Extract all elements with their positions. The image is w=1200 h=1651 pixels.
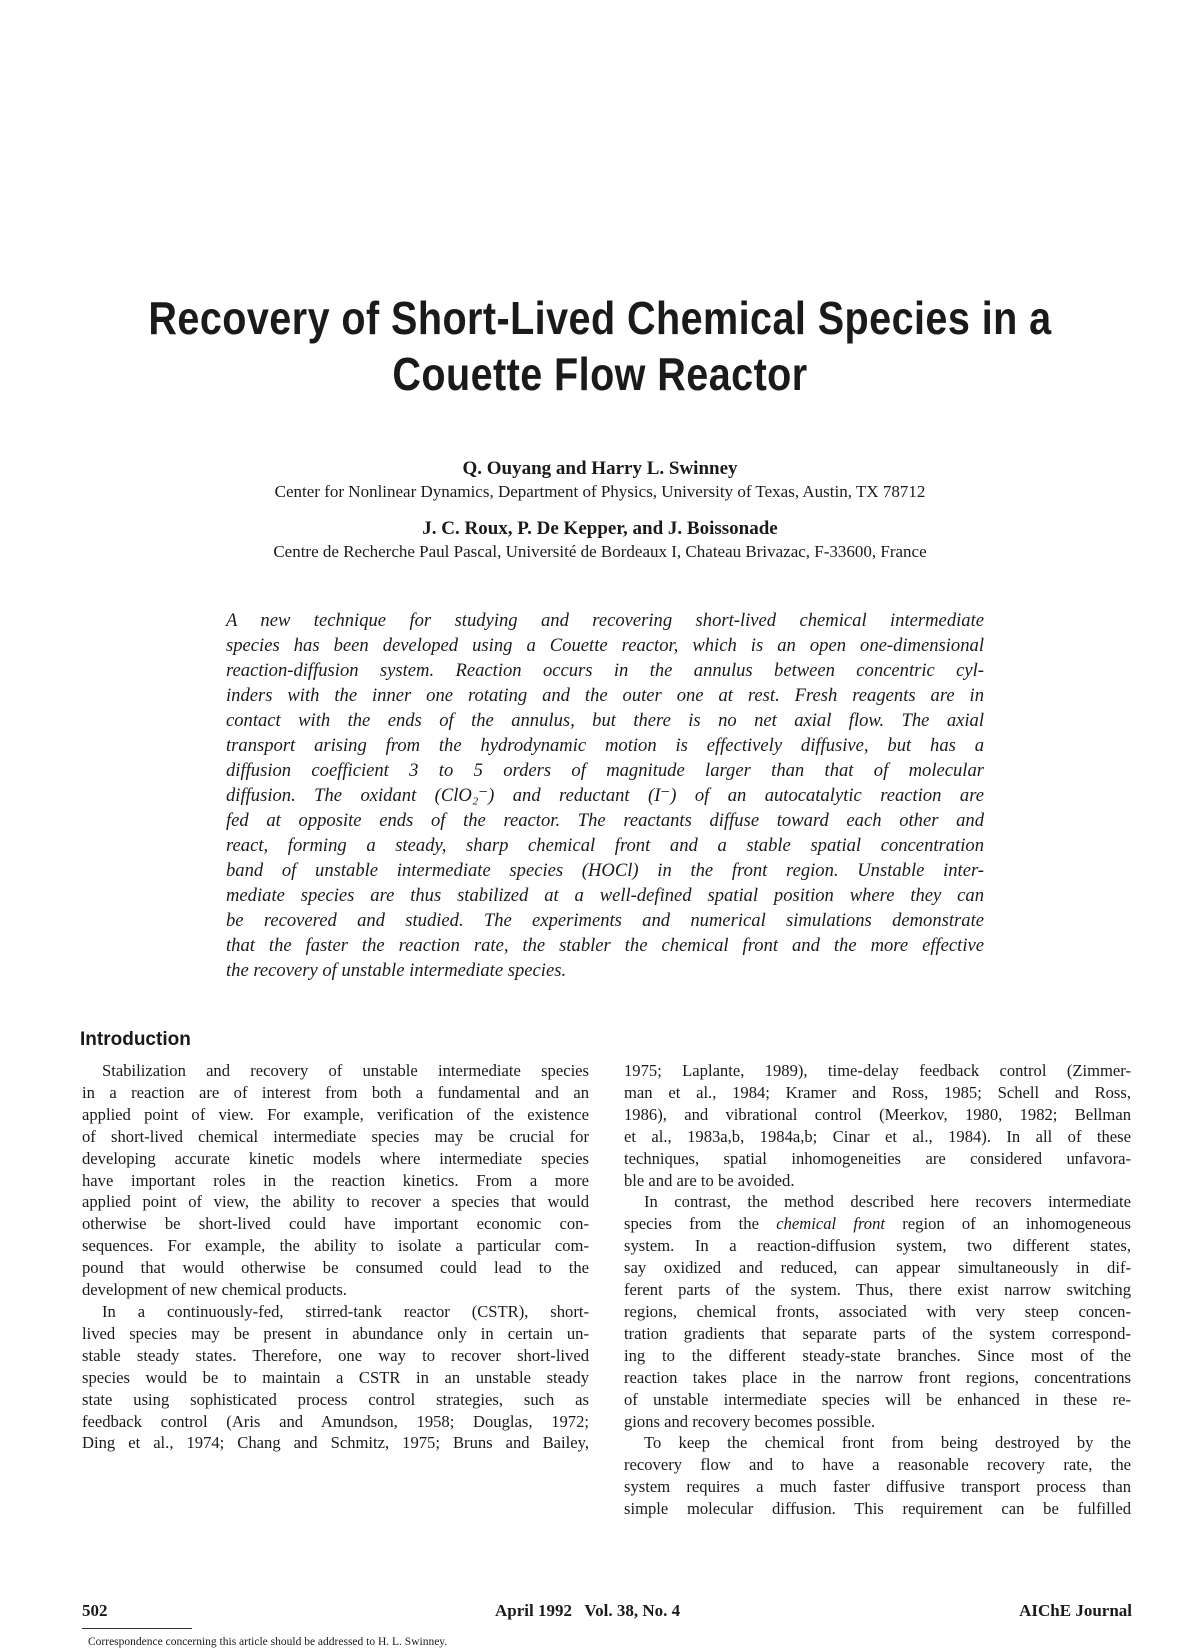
body-line: gions and recovery becomes possible. bbox=[624, 1411, 876, 1431]
body-line: otherwise be short-lived could have important economic con- bbox=[82, 1214, 589, 1234]
body-line: say oxidized and reduced, can appear simultaneously in dif- bbox=[624, 1258, 1131, 1278]
body-line: developing accurate kinetic models where intermediate species bbox=[82, 1148, 589, 1168]
emphasis: chemical front bbox=[776, 1214, 886, 1234]
body-line: 1975; Laplante, 1989), time-delay feedback control (Zimmer- bbox=[624, 1061, 1131, 1080]
issue-info: April 1992 Vol. 38, No. 4 bbox=[495, 1601, 681, 1620]
section-heading-introduction: Introduction bbox=[80, 1029, 191, 1050]
body-line: of unstable intermediate species will be enhanced in these re- bbox=[624, 1389, 1131, 1409]
footnote-divider bbox=[82, 1628, 192, 1629]
abstract-line: diffusion coefficient 3 to 5 orders of magnitude larger than that of molecular bbox=[226, 760, 984, 781]
body-line: In a continuously-fed, stirred-tank reactor (CSTR), short- bbox=[102, 1301, 589, 1321]
author-affiliation: Center for Nonlinear Dynamics, Department of Physics, University of Texas, Austin, TX 78712 bbox=[274, 482, 926, 501]
body-line: system. In a reaction-diffusion system, two different states, bbox=[624, 1236, 1131, 1256]
body-line: 1986), and vibrational control (Meerkov, 1980, 1982; Bellman bbox=[624, 1104, 1131, 1124]
body-line: man et al., 1984; Kramer and Ross, 1985; Schell and Ross, bbox=[624, 1082, 1131, 1102]
abstract-line: diffusion. The oxidant (ClO₂⁻) and reductant (I⁻) of an autocatalytic reaction are bbox=[226, 785, 984, 806]
body-column-right bbox=[624, 1060, 1131, 1520]
abstract-line: A new technique for studying and recovering short-lived chemical intermediate bbox=[226, 610, 984, 631]
author-affiliation: Centre de Recherche Paul Pascal, Université de Bordeaux I, Chateau Brivazac, F-33600, France bbox=[273, 542, 927, 561]
abstract-line: mediate species are thus stabilized at a well-defined spatial position where they can bbox=[226, 885, 984, 906]
author-block-1 bbox=[100, 458, 1100, 502]
body-line: reaction takes place in the narrow front regions, concentrations bbox=[624, 1367, 1131, 1387]
body-line: have important roles in the reaction kinetics. From a more bbox=[82, 1170, 589, 1190]
body-line: sequences. For example, the ability to isolate a particular com- bbox=[82, 1236, 589, 1256]
body-line: To keep the chemical front from being destroyed by the bbox=[644, 1433, 1131, 1453]
abstract-line: react, forming a steady, sharp chemical front and a stable spatial concentration bbox=[226, 835, 984, 856]
body-line: recovery flow and to have a reasonable recovery rate, the bbox=[624, 1455, 1131, 1475]
author-names: J. C. Roux, P. De Kepper, and J. Boissonade bbox=[422, 518, 778, 539]
body-line: species from the chemical front region of an inhomogeneous bbox=[624, 1214, 1131, 1234]
abstract-line: that the faster the reaction rate, the stabler the chemical front and the more effective bbox=[226, 935, 984, 956]
body-line: development of new chemical products. bbox=[82, 1280, 347, 1300]
body-line: ing to the different steady-state branches. Since most of the bbox=[624, 1345, 1131, 1365]
author-names: Q. Ouyang and Harry L. Swinney bbox=[462, 458, 738, 479]
abstract bbox=[226, 608, 984, 983]
body-line: pound that would otherwise be consumed could lead to the bbox=[82, 1258, 589, 1278]
body-line: stable steady states. Therefore, one way to recover short-lived bbox=[82, 1345, 589, 1365]
body-line: applied point of view, the ability to recover a species that would bbox=[82, 1192, 589, 1212]
body-line: ferent parts of the system. Thus, there exist narrow switching bbox=[624, 1280, 1131, 1300]
body-line: lived species may be present in abundance only in certain un- bbox=[82, 1323, 589, 1343]
abstract-line: species has been developed using a Couette reactor, which is an open one-dimensional bbox=[226, 635, 984, 656]
body-line: Stabilization and recovery of unstable intermediate species bbox=[102, 1061, 589, 1080]
body-line: applied point of view. For example, verification of the existence bbox=[82, 1104, 589, 1124]
body-column-left bbox=[82, 1060, 589, 1454]
title-line-2: Couette Flow Reactor bbox=[392, 348, 808, 400]
body-line: feedback control (Aris and Amundson, 1958; Douglas, 1972; bbox=[82, 1411, 589, 1431]
footnote: Correspondence concerning this article should be addressed to H. L. Swinney. bbox=[88, 1636, 448, 1648]
body-line: simple molecular diffusion. This requirement can be fulfilled bbox=[624, 1499, 1131, 1519]
body-line: regions, chemical fronts, associated with very steep concen- bbox=[624, 1301, 1131, 1321]
author-block-2 bbox=[100, 518, 1100, 562]
article-title bbox=[136, 290, 1065, 402]
body-line: In contrast, the method described here recovers intermediate bbox=[644, 1192, 1131, 1212]
abstract-line: band of unstable intermediate species (HOCl) in the front region. Unstable inter- bbox=[226, 860, 984, 881]
abstract-line: contact with the ends of the annulus, but there is no net axial flow. The axial bbox=[226, 710, 984, 731]
journal-name: AIChE Journal bbox=[1019, 1601, 1132, 1620]
body-line: ble and are to be avoided. bbox=[624, 1170, 795, 1190]
abstract-line: be recovered and studied. The experiments and numerical simulations demonstrate bbox=[226, 910, 984, 931]
abstract-line: inders with the inner one rotating and the outer one at rest. Fresh reagents are in bbox=[226, 685, 984, 706]
abstract-line: transport arising from the hydrodynamic motion is effectively diffusive, but has a bbox=[226, 735, 984, 756]
abstract-line: reaction-diffusion system. Reaction occurs in the annulus between concentric cyl- bbox=[226, 660, 984, 681]
title-line-1: Recovery of Short-Lived Chemical Species in a bbox=[148, 292, 1052, 344]
body-line: tration gradients that separate parts of the system correspond- bbox=[624, 1323, 1131, 1343]
body-line: techniques, spatial inhomogeneities are considered unfavora- bbox=[624, 1148, 1131, 1168]
body-line: in a reaction are of interest from both a fundamental and an bbox=[82, 1082, 589, 1102]
page-number: 502 bbox=[82, 1601, 108, 1620]
body-line: species would be to maintain a CSTR in an unstable steady bbox=[82, 1367, 589, 1387]
body-line: et al., 1983a,b, 1984a,b; Cinar et al., 1984). In all of these bbox=[624, 1126, 1131, 1146]
abstract-line: the recovery of unstable intermediate species. bbox=[226, 960, 567, 981]
body-line: state using sophisticated process control strategies, such as bbox=[82, 1389, 589, 1409]
body-line: Ding et al., 1974; Chang and Schmitz, 1975; Bruns and Bailey, bbox=[82, 1433, 589, 1453]
body-line: of short-lived chemical intermediate species may be crucial for bbox=[82, 1126, 589, 1146]
abstract-line: fed at opposite ends of the reactor. The reactants diffuse toward each other and bbox=[226, 810, 984, 831]
body-line: system requires a much faster diffusive transport process than bbox=[624, 1477, 1131, 1497]
